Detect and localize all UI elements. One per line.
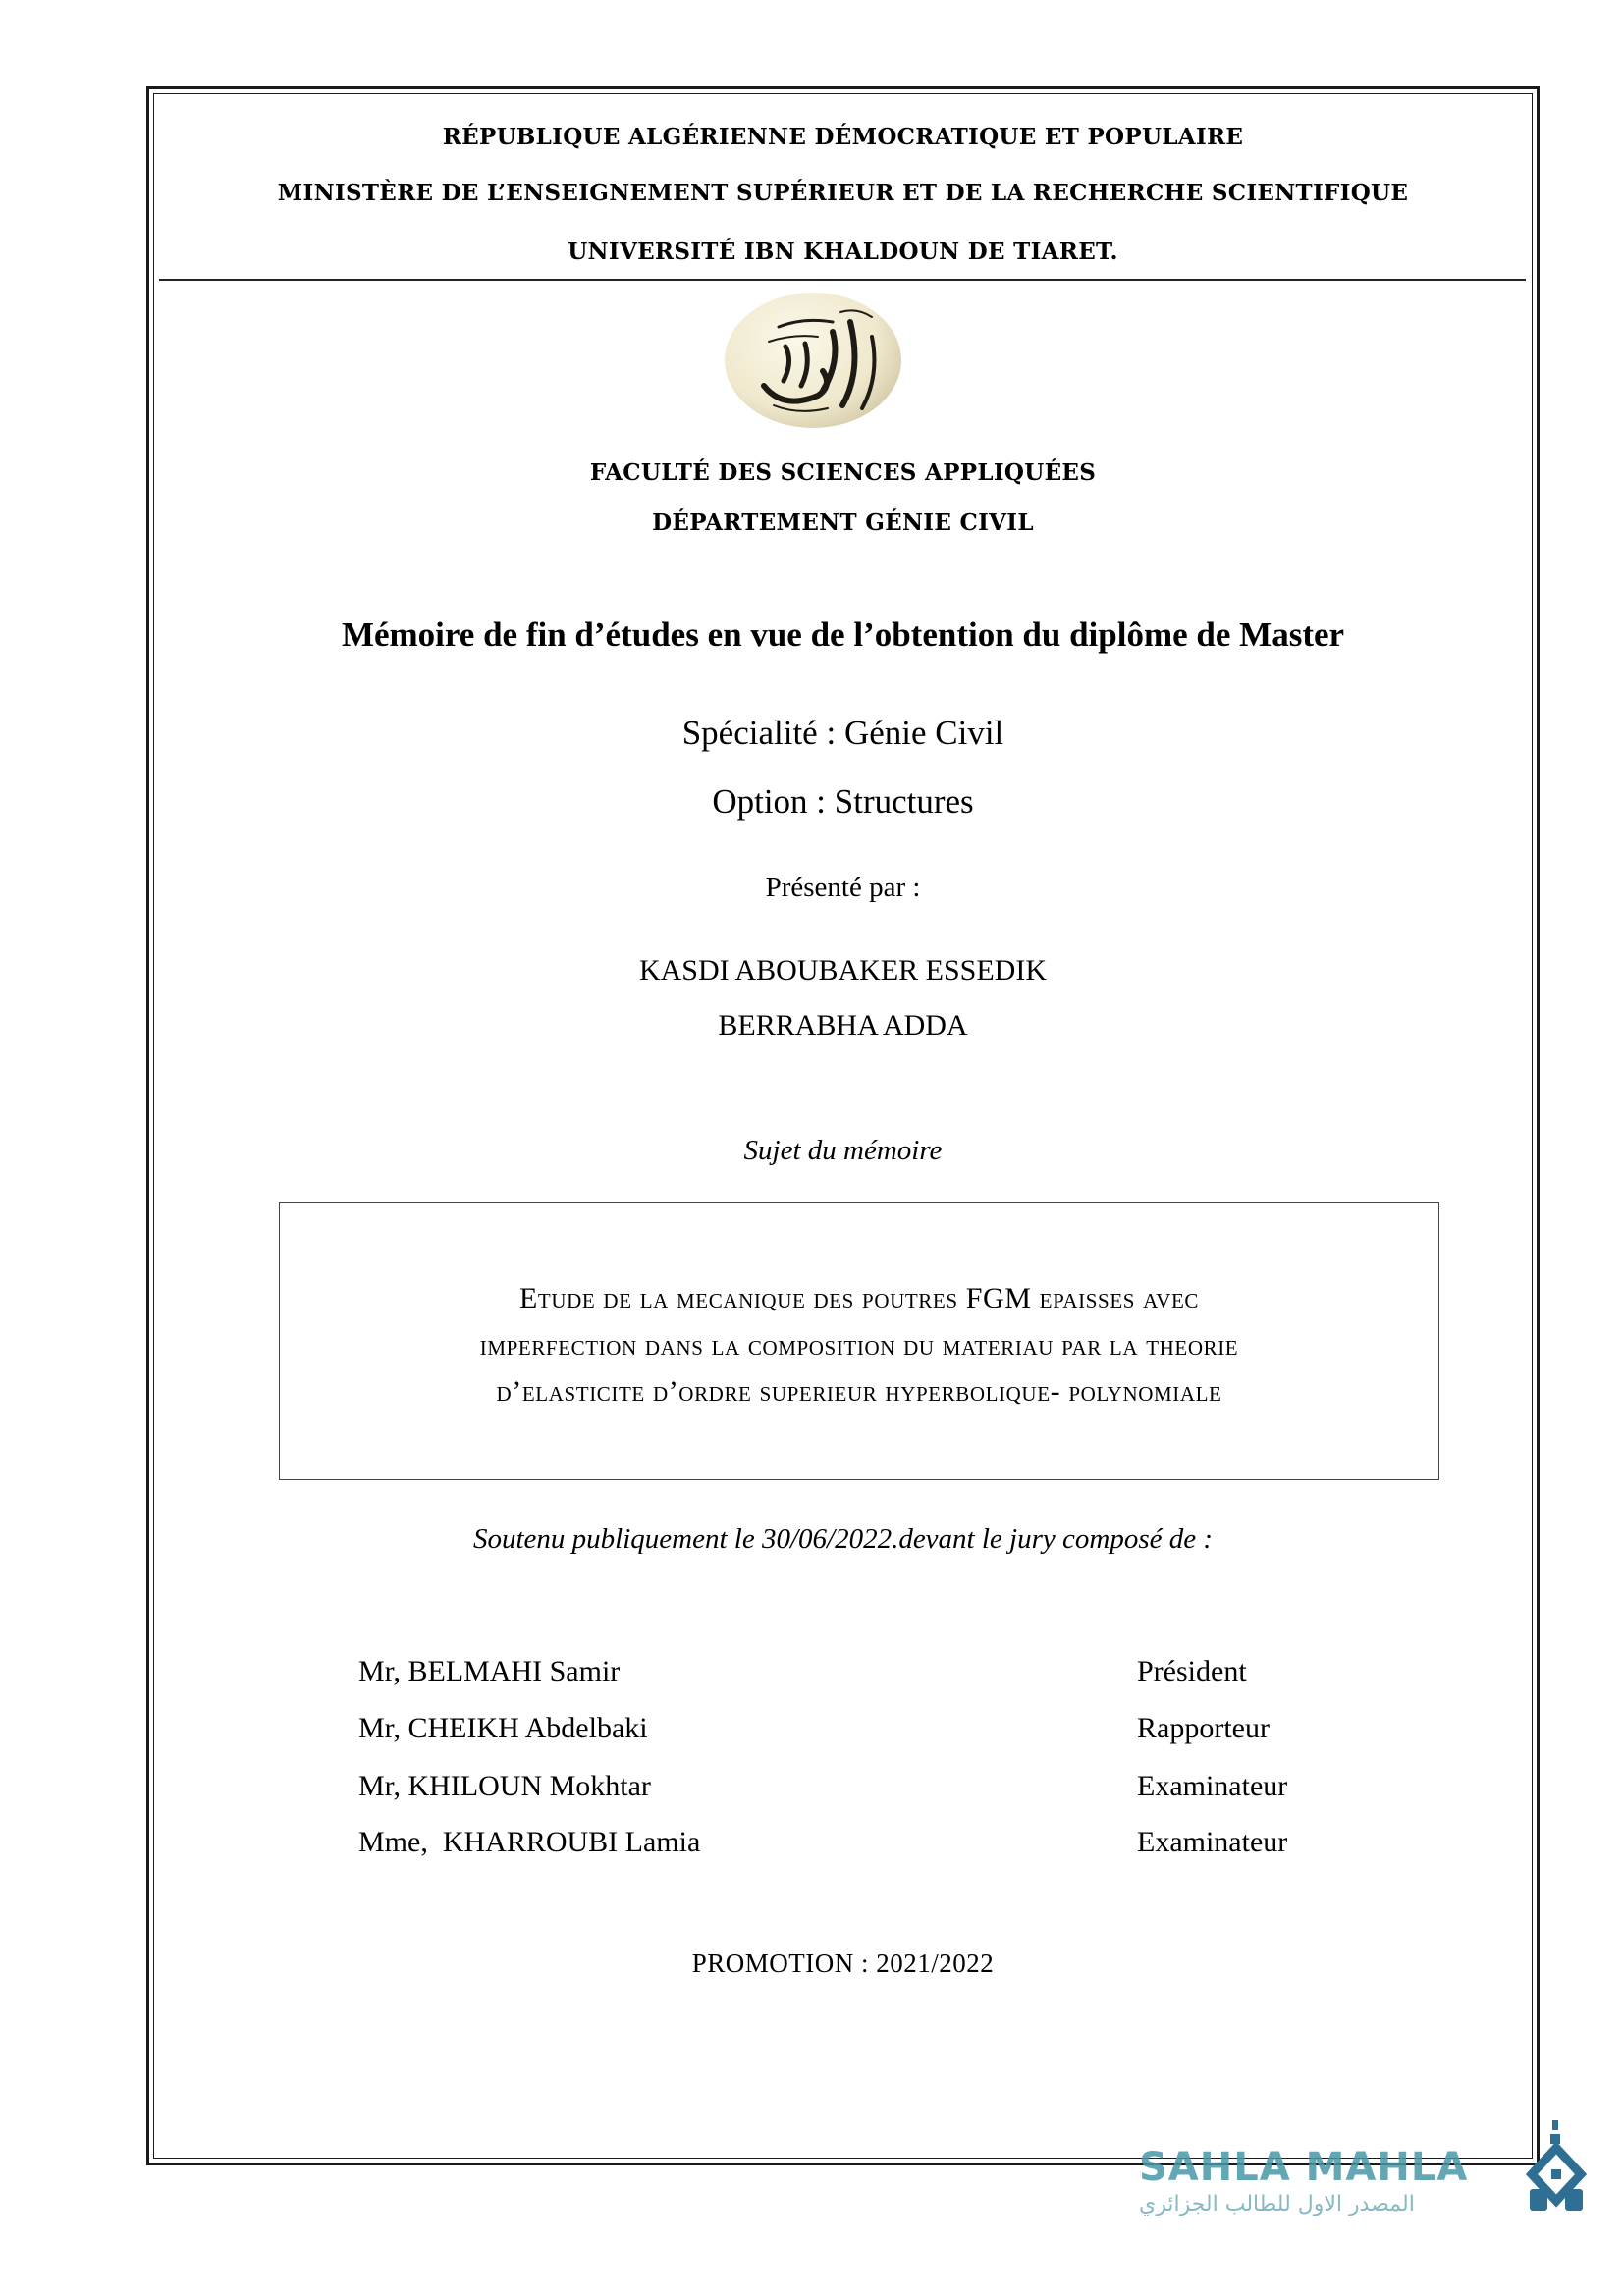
subject-line-2: imperfection dans la composition du materiau par la theorie (479, 1329, 1239, 1362)
header-divider (159, 279, 1526, 281)
sahla-mahla-watermark (1129, 2145, 1591, 2253)
republic-heading: RÉPUBLIQUE ALGÉRIENNE DÉMOCRATIQUE ET POPULAIRE (442, 124, 1244, 150)
jury-member-role: Rapporteur (1137, 1712, 1270, 1744)
watermark-logo-icon (1522, 2120, 1591, 2228)
defense-statement: Soutenu publiquement le 30/06/2022.devant le jury composé de : (472, 1523, 1214, 1555)
thesis-title: Mémoire de fin d’études en vue de l’obtention du diplôme de Master (341, 615, 1345, 654)
specialty: Spécialité : Génie Civil (681, 714, 1004, 752)
presented-by-label: Présenté par : (765, 872, 921, 903)
jury-member-name: Mme, KHARROUBI Lamia (358, 1826, 701, 1858)
subject-line-3: d’elasticite d’ordre superieur hyperbolique- polynomiale (496, 1375, 1222, 1408)
subject-line-1: Etude de la mecanique des poutres FGM epaisses avec (519, 1282, 1199, 1314)
option: Option : Structures (712, 782, 974, 821)
author-1: KASDI ABOUBAKER ESSEDIK (638, 954, 1048, 987)
watermark-brand: SAHLA MAHLA (1139, 2145, 1469, 2190)
faculty-name: FACULTÉ DES SCIENCES APPLIQUÉES (589, 459, 1097, 486)
jury-member-name: Mr, BELMAHI Samir (358, 1655, 621, 1687)
jury-member-role: Président (1137, 1655, 1247, 1687)
university-logo-icon (725, 293, 901, 428)
jury-member-role: Examinateur (1137, 1770, 1288, 1802)
jury-member-name: Mr, KHILOUN Mokhtar (358, 1770, 651, 1802)
ministry-heading: MINISTÈRE DE L’ENSEIGNEMENT SUPÉRIEUR ET DE LA RECHERCHE SCIENTIFIQUE (277, 180, 1409, 206)
watermark-tagline: المصدر الاول للطالب الجزائري (1139, 2192, 1415, 2216)
jury-member-role: Examinateur (1137, 1826, 1288, 1858)
subject-label: Sujet du mémoire (743, 1135, 943, 1166)
promotion: PROMOTION : 2021/2022 (691, 1949, 995, 1978)
subject-box (279, 1202, 1439, 1480)
author-2: BERRABHA ADDA (718, 1009, 968, 1041)
department-name: DÉPARTEMENT GÉNIE CIVIL (652, 509, 1034, 536)
university-heading: UNIVERSITÉ IBN KHALDOUN DE TIARET. (568, 239, 1118, 265)
jury-member-name: Mr, CHEIKH Abdelbaki (358, 1712, 648, 1744)
